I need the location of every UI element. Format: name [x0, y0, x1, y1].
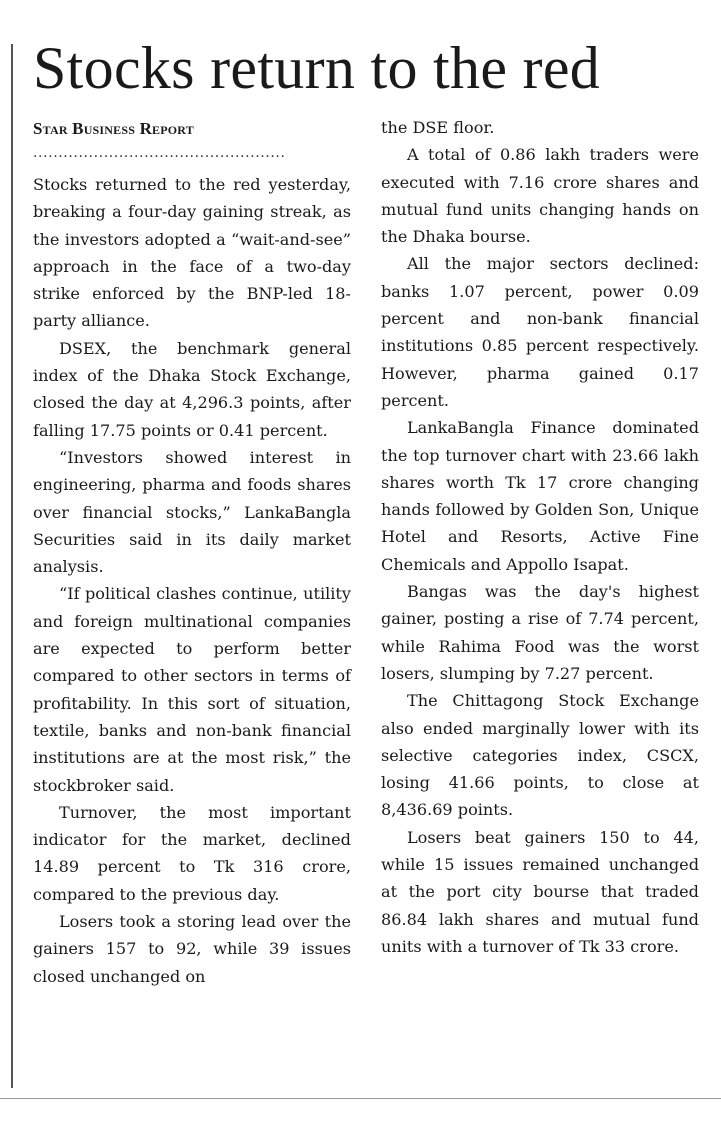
article-column-left [33, 115, 351, 990]
paragraph: “If political clashes continue, utility and foreign multinational companies are expected to perform better compared to other sectors in terms of profitability. In this sort of situation, textile, banks and non-bank financial institutions are at the most risk,” the stockbroker said. [33, 584, 351, 795]
paragraph: Stocks returned to the red yesterday, breaking a four-day gaining streak, as the investors adopted a “wait-and-see” approach in the face of a two-day strike enforced by the BNP-led 18-party alliance. [33, 175, 351, 331]
headline: Stocks return to the red [33, 35, 601, 101]
paragraph: A total of 0.86 lakh traders were executed with 7.16 crore shares and mutual fund units changing hands on the Dhaka bourse. [381, 145, 699, 247]
paragraph: Losers beat gainers 150 to 44, while 15 issues remained unchanged at the port city bourse that traded 86.84 lakh shares and mutual fund units with a turnover of Tk 33 crore. [381, 827, 699, 956]
byline-separator: .................................................. [33, 145, 286, 161]
paragraph: Losers took a storing lead over the gainers 157 to 92, while 39 issues closed unchanged on [33, 912, 351, 986]
article-column-right [381, 114, 699, 960]
paragraph: “Investors showed interest in engineering, pharma and foods shares over financial stocks,” LankaBangla Securities said in its daily market analysis. [33, 447, 351, 577]
paragraph-continued: the DSE floor. [381, 118, 495, 137]
paragraph: LankaBangla Finance dominated the top turnover chart with 23.66 lakh shares worth Tk 17 crore changing hands followed by Golden Son, Unique Hotel and Resorts, Active Fine Chemicals and Appollo Isapat. [381, 418, 699, 574]
paragraph: Bangas was the day's highest gainer, posting a rise of 7.74 percent, while Rahima Food was the worst losers, slumping by 7.27 percent. [381, 582, 699, 683]
byline: Star Business Report [33, 119, 194, 138]
column-rule [11, 44, 13, 1088]
paragraph: All the major sectors declined: banks 1.07 percent, power 0.09 percent and non-bank financial institutions 0.85 percent respectively. However, pharma gained 0.17 percent. [381, 254, 699, 410]
paragraph: Turnover, the most important indicator for the market, declined 14.89 percent to Tk 316 crore, compared to the previous day. [33, 802, 351, 904]
paragraph: The Chittagong Stock Exchange also ended marginally lower with its selective categories index, CSCX, losing 41.66 points, to close at 8,436.69 points. [381, 691, 699, 820]
paragraph: DSEX, the benchmark general index of the Dhaka Stock Exchange, closed the day at 4,296.3 points, after falling 17.75 points or 0.41 percent. [33, 338, 351, 440]
bottom-rule [0, 1098, 721, 1099]
